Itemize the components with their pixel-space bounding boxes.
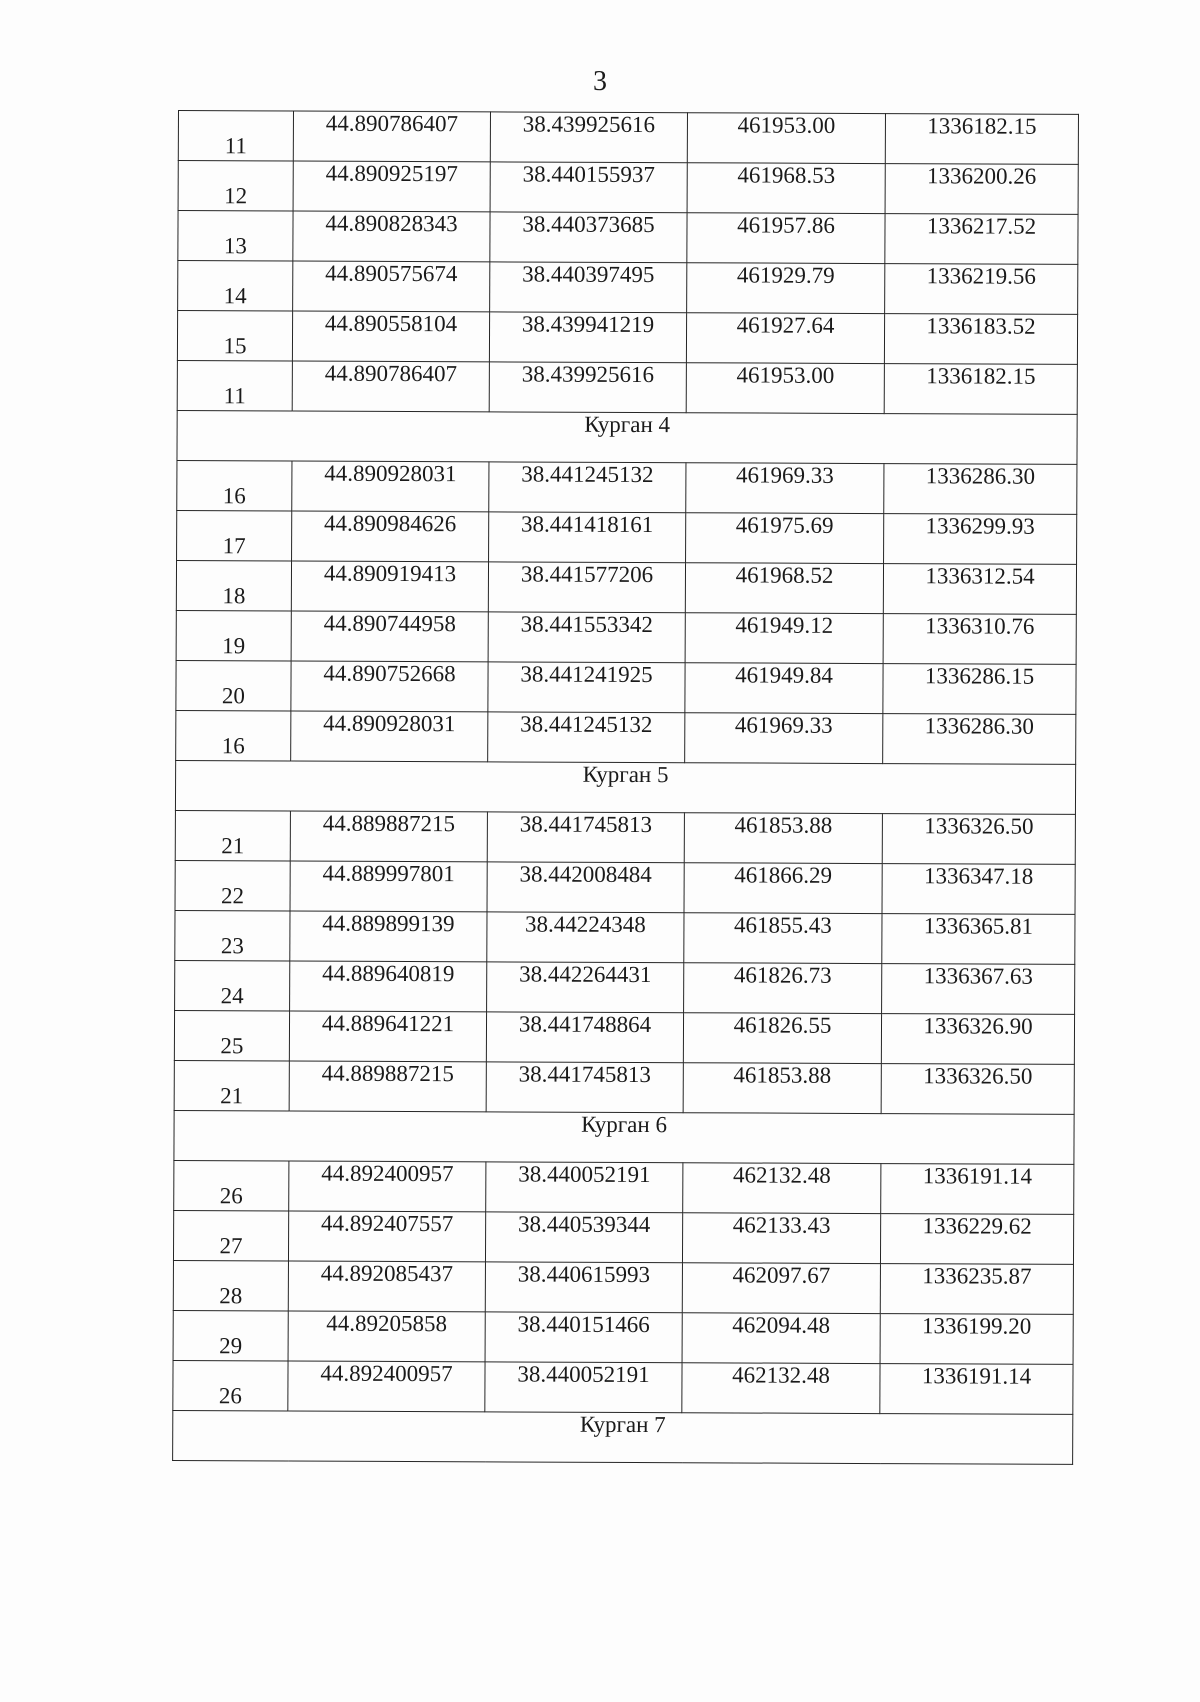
- y-coordinate-cell: 1336219.56: [885, 264, 1078, 315]
- y-coordinate-cell: 1336183.52: [884, 314, 1077, 365]
- x-coordinate-cell: 461968.52: [685, 563, 883, 614]
- longitude-cell: 38.441577206: [488, 562, 685, 613]
- point-number-cell: 23: [175, 910, 290, 961]
- longitude-cell: 38.441245132: [488, 712, 685, 763]
- table-row: [175, 810, 1075, 864]
- point-number-cell: 26: [173, 1360, 288, 1411]
- longitude-cell: 38.440052191: [486, 1162, 683, 1213]
- point-number-cell: 18: [176, 560, 291, 611]
- x-coordinate-cell: 461949.84: [685, 663, 883, 714]
- x-coordinate-cell: 461975.69: [686, 513, 884, 564]
- point-number-cell: 15: [177, 311, 292, 362]
- point-number-cell: 21: [175, 810, 290, 861]
- x-coordinate-cell: 462097.67: [682, 1263, 880, 1314]
- y-coordinate-cell: 1336182.15: [884, 364, 1077, 415]
- longitude-cell: 38.440615993: [485, 1262, 682, 1313]
- table-row: [176, 660, 1076, 714]
- section-header-row: [173, 1410, 1073, 1464]
- point-number-cell: 26: [174, 1160, 289, 1211]
- table-row: [177, 360, 1077, 414]
- longitude-cell: 38.44224348: [487, 912, 684, 963]
- x-coordinate-cell: 462132.48: [682, 1363, 880, 1414]
- y-coordinate-cell: 1336312.54: [883, 564, 1076, 615]
- x-coordinate-cell: 461855.43: [684, 913, 882, 964]
- latitude-cell: 44.890928031: [291, 711, 488, 762]
- latitude-cell: 44.89205858: [288, 1311, 485, 1362]
- latitude-cell: 44.892400957: [288, 1361, 485, 1412]
- x-coordinate-cell: 461853.88: [684, 813, 882, 864]
- point-number-cell: 13: [178, 211, 293, 262]
- latitude-cell: 44.890786407: [293, 111, 490, 162]
- point-number-cell: 12: [178, 161, 293, 212]
- latitude-cell: 44.890744958: [291, 611, 488, 662]
- longitude-cell: 38.441748864: [486, 1012, 683, 1063]
- latitude-cell: 44.890984626: [292, 511, 489, 562]
- latitude-cell: 44.892400957: [289, 1161, 486, 1212]
- latitude-cell: 44.889887215: [289, 1061, 486, 1112]
- longitude-cell: 38.439941219: [489, 312, 686, 363]
- x-coordinate-cell: 461853.88: [683, 1063, 881, 1114]
- table-row: [178, 211, 1078, 265]
- x-coordinate-cell: 461929.79: [687, 263, 885, 314]
- y-coordinate-cell: 1336200.26: [885, 164, 1078, 215]
- point-number-cell: 24: [175, 960, 290, 1011]
- table-row: [175, 960, 1075, 1014]
- section-title: Курган 6: [174, 1110, 1074, 1164]
- x-coordinate-cell: 461927.64: [686, 313, 884, 364]
- section-title: Курган 5: [175, 760, 1075, 814]
- table-row: [173, 1210, 1073, 1264]
- x-coordinate-cell: 461957.86: [687, 213, 885, 264]
- y-coordinate-cell: 1336191.14: [881, 1164, 1074, 1215]
- table-row: [178, 111, 1078, 165]
- point-number-cell: 28: [173, 1260, 288, 1311]
- latitude-cell: 44.890828343: [293, 211, 490, 262]
- section-title: Курган 7: [173, 1410, 1073, 1464]
- latitude-cell: 44.890558104: [292, 311, 489, 362]
- latitude-cell: 44.890925197: [293, 161, 490, 212]
- point-number-cell: 11: [177, 360, 292, 411]
- y-coordinate-cell: 1336191.14: [880, 1364, 1073, 1415]
- latitude-cell: 44.890575674: [293, 261, 490, 312]
- point-number-cell: 14: [178, 261, 293, 312]
- latitude-cell: 44.889640819: [290, 961, 487, 1012]
- latitude-cell: 44.890928031: [292, 461, 489, 512]
- x-coordinate-cell: 461826.55: [683, 1013, 881, 1064]
- longitude-cell: 38.440151466: [485, 1312, 682, 1363]
- longitude-cell: 38.441745813: [486, 1062, 683, 1113]
- page-number: 3: [593, 66, 607, 97]
- longitude-cell: 38.440052191: [485, 1362, 682, 1413]
- point-number-cell: 16: [177, 460, 292, 511]
- section-header-row: [175, 760, 1075, 814]
- table-row: [178, 161, 1078, 215]
- longitude-cell: 38.441245132: [489, 462, 686, 513]
- longitude-cell: 38.440397495: [490, 262, 687, 313]
- table-row: [174, 1060, 1074, 1114]
- point-number-cell: 16: [176, 710, 291, 761]
- longitude-cell: 38.440539344: [485, 1212, 682, 1263]
- longitude-cell: 38.442008484: [487, 862, 684, 913]
- point-number-cell: 17: [177, 510, 292, 561]
- table-row: [176, 560, 1076, 614]
- x-coordinate-cell: 461949.12: [685, 613, 883, 664]
- y-coordinate-cell: 1336326.50: [882, 814, 1075, 865]
- y-coordinate-cell: 1336347.18: [882, 864, 1075, 915]
- x-coordinate-cell: 462094.48: [682, 1313, 880, 1364]
- point-number-cell: 27: [173, 1210, 288, 1261]
- table-row: [173, 1360, 1073, 1414]
- table-row: [173, 1260, 1073, 1314]
- table-row: [177, 311, 1077, 365]
- latitude-cell: 44.890919413: [291, 561, 488, 612]
- y-coordinate-cell: 1336199.20: [880, 1314, 1073, 1365]
- latitude-cell: 44.889899139: [290, 911, 487, 962]
- latitude-cell: 44.890786407: [292, 361, 489, 412]
- table-row: [177, 460, 1077, 514]
- y-coordinate-cell: 1336286.30: [883, 714, 1076, 765]
- section-header-row: [177, 410, 1077, 464]
- latitude-cell: 44.889641221: [289, 1011, 486, 1062]
- x-coordinate-cell: 462132.48: [683, 1163, 881, 1214]
- y-coordinate-cell: 1336326.50: [881, 1064, 1074, 1115]
- point-number-cell: 20: [176, 660, 291, 711]
- x-coordinate-cell: 461953.00: [686, 363, 884, 414]
- table-row: [174, 1160, 1074, 1214]
- table-row: [175, 860, 1075, 914]
- x-coordinate-cell: 462133.43: [682, 1213, 880, 1264]
- x-coordinate-cell: 461969.33: [686, 463, 884, 514]
- longitude-cell: 38.439925616: [490, 112, 687, 163]
- x-coordinate-cell: 461826.73: [684, 963, 882, 1014]
- table-row: [176, 610, 1076, 664]
- x-coordinate-cell: 461866.29: [684, 863, 882, 914]
- longitude-cell: 38.440373685: [490, 212, 687, 263]
- coordinates-table-body: [173, 111, 1079, 1465]
- y-coordinate-cell: 1336365.81: [882, 914, 1075, 965]
- point-number-cell: 19: [176, 610, 291, 661]
- x-coordinate-cell: 461968.53: [687, 163, 885, 214]
- y-coordinate-cell: 1336235.87: [880, 1264, 1073, 1315]
- y-coordinate-cell: 1336286.30: [884, 464, 1077, 515]
- table-row: [175, 910, 1075, 964]
- longitude-cell: 38.442264431: [487, 962, 684, 1013]
- table-row: [174, 1010, 1074, 1064]
- longitude-cell: 38.441745813: [487, 812, 684, 863]
- y-coordinate-cell: 1336367.63: [882, 964, 1075, 1015]
- latitude-cell: 44.892085437: [288, 1261, 485, 1312]
- point-number-cell: 22: [175, 860, 290, 911]
- x-coordinate-cell: 461953.00: [687, 113, 885, 164]
- x-coordinate-cell: 461969.33: [685, 713, 883, 764]
- y-coordinate-cell: 1336182.15: [885, 114, 1078, 165]
- table-row: [173, 1310, 1073, 1364]
- section-header-row: [174, 1110, 1074, 1164]
- latitude-cell: 44.890752668: [291, 661, 488, 712]
- latitude-cell: 44.889887215: [290, 811, 487, 862]
- y-coordinate-cell: 1336326.90: [881, 1014, 1074, 1065]
- longitude-cell: 38.439925616: [489, 362, 686, 413]
- point-number-cell: 29: [173, 1310, 288, 1361]
- y-coordinate-cell: 1336286.15: [883, 664, 1076, 715]
- table-row: [177, 510, 1077, 564]
- longitude-cell: 38.440155937: [490, 162, 687, 213]
- point-number-cell: 25: [174, 1010, 289, 1061]
- section-title: Курган 4: [177, 410, 1077, 464]
- longitude-cell: 38.441241925: [488, 662, 685, 713]
- table-row: [178, 261, 1078, 315]
- latitude-cell: 44.889997801: [290, 861, 487, 912]
- y-coordinate-cell: 1336299.93: [884, 514, 1077, 565]
- y-coordinate-cell: 1336310.76: [883, 614, 1076, 665]
- point-number-cell: 11: [178, 111, 293, 162]
- y-coordinate-cell: 1336217.52: [885, 214, 1078, 265]
- latitude-cell: 44.892407557: [288, 1211, 485, 1262]
- table-row: [176, 710, 1076, 764]
- longitude-cell: 38.441553342: [488, 612, 685, 663]
- point-number-cell: 21: [174, 1060, 289, 1111]
- y-coordinate-cell: 1336229.62: [880, 1214, 1073, 1265]
- coordinates-table: [172, 110, 1079, 1465]
- longitude-cell: 38.441418161: [489, 512, 686, 563]
